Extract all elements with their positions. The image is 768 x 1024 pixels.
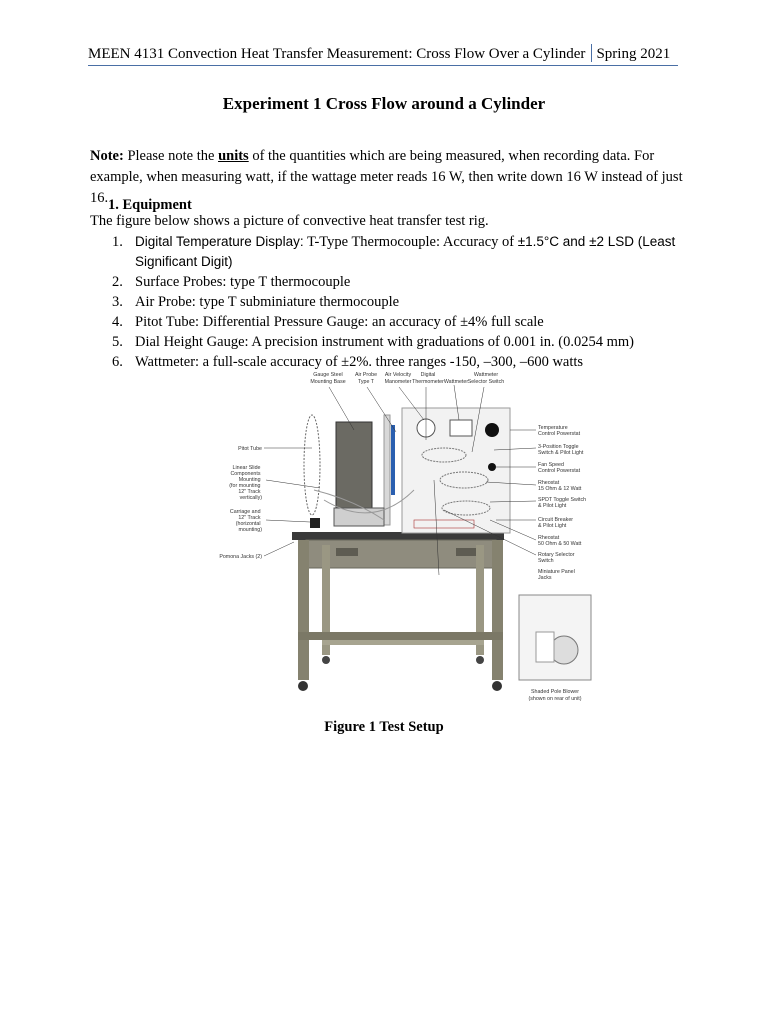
label-wattmeter: Wattmeter [443, 379, 469, 385]
note-label: Note: [90, 148, 124, 164]
note-text-2: of the quantities which are being measured, when recording data. For example, when measuring watt, if the wattage meter reads 16 W, then write down 16 W instead of just 16. [90, 148, 683, 206]
list-item: 6. Wattmeter: a full-scale accuracy of ±2%. three ranges -150, –300, –600 watts [112, 354, 584, 370]
list-item: 3. Air Probe: type T subminiature thermocouple [112, 294, 400, 310]
label-wattmeter-selector-switch: Wattmeter Selector Switch [467, 372, 505, 385]
list-item: 2. Surface Probes: type T thermocouple [112, 274, 351, 290]
term: Spring 2021 [596, 46, 671, 62]
blower-inset-illustration [519, 595, 591, 680]
label-circuit-breaker: Circuit Breaker & Pilot Light [538, 517, 574, 529]
test-rig-figure [214, 370, 594, 705]
label-3-position-toggle-switch: 3-Position Toggle Switch & Pilot Light [538, 444, 584, 456]
label-shaded-pole-blower: Shaded Pole Blower (shown on rear of unit) [528, 689, 582, 702]
label-rheostat-50-ohm: Rheostat 50 Ohm & 50 Watt [538, 535, 582, 547]
label-spdt-toggle-switch: SPDT Toggle Switch & Pilot Light [538, 497, 587, 509]
header-separator [591, 44, 592, 62]
figure-caption: Figure 1 Test Setup [324, 719, 444, 735]
control-panel-illustration [402, 408, 510, 533]
label-air-probe: Air Probe Type T [354, 372, 378, 385]
lab-table-illustration [292, 532, 504, 691]
label-pitot-tube: Pitot Tube [238, 446, 262, 452]
list-item: 4. Pitot Tube: Differential Pressure Gauge: an accuracy of ±4% full scale [112, 314, 544, 330]
label-carriage-and-track: Carriage and 12" Track (horizontal mounting) [229, 509, 262, 533]
label-digital-thermometer: Digital Thermometer [412, 372, 444, 385]
course-title: MEEN 4131 Convection Heat Transfer Measurement: Cross Flow Over a Cylinder [88, 46, 586, 62]
list-item: 5. Dial Height Gauge: A precision instrument with graduations of 0.001 in. (0.0254 mm) [112, 334, 634, 350]
apparatus-illustration [304, 415, 414, 528]
label-fan-speed-control-powerstat: Fan Speed Control Powerstat [538, 462, 581, 474]
label-rotary-selector-switch: Rotary Selector Switch [538, 552, 575, 564]
page-header [88, 44, 678, 66]
label-gauge-steel-mounting-base: Gauge Steel Mounting Base [310, 372, 346, 385]
page-title: Experiment 1 Cross Flow around a Cylinder [222, 94, 546, 113]
equipment-list [112, 232, 682, 372]
list-item: 1. Digital Temperature Display: T-Type Thermocouple: Accuracy of ±1.5°C and ±2 LSD (Least Significant Digit) [112, 234, 676, 269]
label-air-velocity-manometer: Air Velocity Manometer [384, 372, 412, 385]
equipment-intro: The figure below shows a picture of convective heat transfer test rig. [90, 213, 489, 229]
label-rheostat-15-ohm: Rheostat 15 Ohm & 12 Watt [538, 480, 582, 492]
section-heading-equipment: 1. Equipment [108, 197, 192, 213]
label-linear-slide-components: Linear Slide Components Mounting (for mounting 12" Track vertically) [229, 465, 262, 501]
item-label: Digital Temperature Display: [135, 234, 304, 249]
note-text-1: Please note the [123, 148, 219, 164]
label-temperature-control-powerstat: Temperature Control Powerstat [538, 425, 581, 437]
label-miniature-panel-jacks: Miniature Panel Jacks [538, 569, 575, 581]
note-units-word: units [218, 148, 249, 164]
label-pomona-jacks: Pomona Jacks (2) [219, 554, 262, 560]
